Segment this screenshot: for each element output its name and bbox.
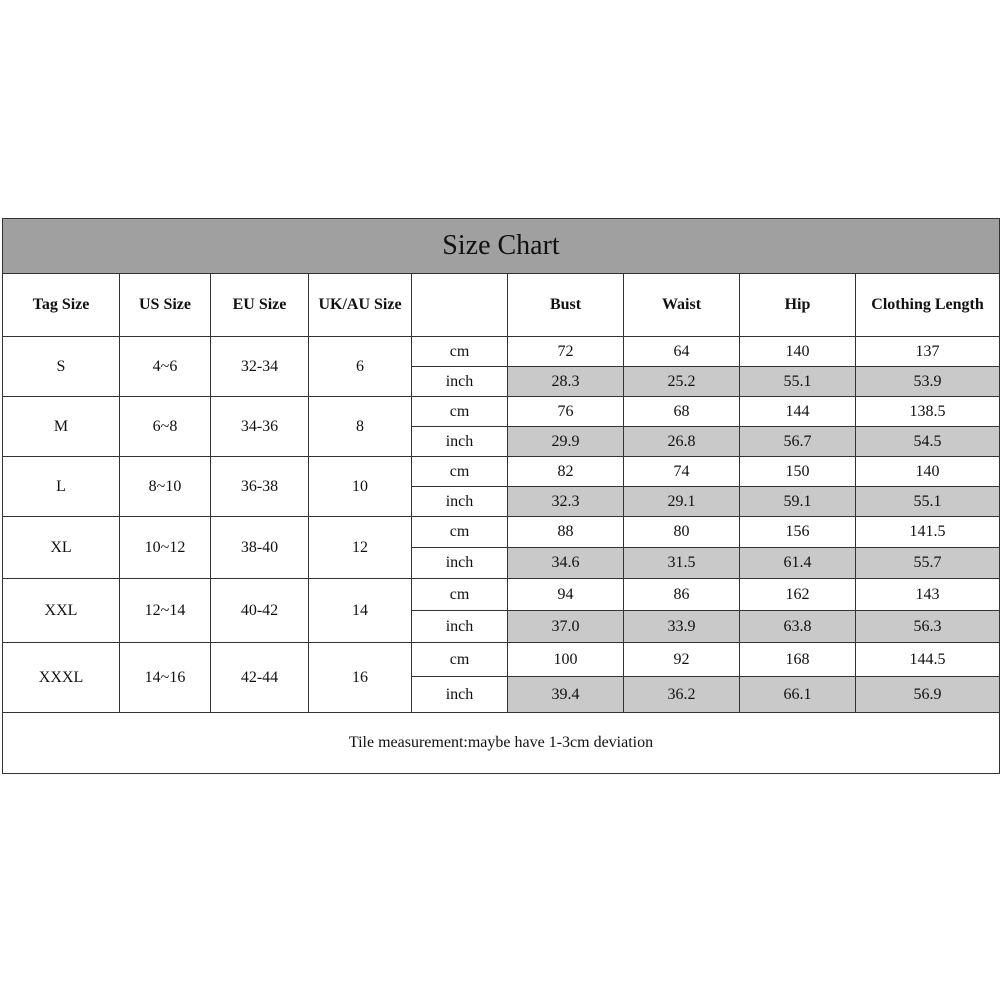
- waist-cell: 36.2: [624, 677, 740, 713]
- hip-cell: 63.8: [740, 611, 856, 643]
- length-cell: 55.1: [856, 487, 1000, 517]
- eu-size-cell: 32-34: [211, 337, 309, 397]
- note-row: [3, 713, 1000, 774]
- length-cell: 137: [856, 337, 1000, 367]
- table-row: [3, 457, 1000, 487]
- unit-cell: cm: [412, 337, 508, 367]
- column-header: Hip: [740, 274, 856, 337]
- tag-size-cell: XXXL: [3, 643, 120, 713]
- unit-cell: cm: [412, 517, 508, 548]
- unit-cell: cm: [412, 643, 508, 677]
- hip-cell: 140: [740, 337, 856, 367]
- ukau-size-cell: 6: [309, 337, 412, 397]
- eu-size-cell: 42-44: [211, 643, 309, 713]
- waist-cell: 31.5: [624, 548, 740, 579]
- measurement-note: Tile measurement:maybe have 1-3cm deviation: [3, 713, 1000, 774]
- bust-cell: 29.9: [508, 427, 624, 457]
- tag-size-cell: L: [3, 457, 120, 517]
- unit-cell: inch: [412, 487, 508, 517]
- us-size-cell: 14~16: [120, 643, 211, 713]
- tag-size-cell: S: [3, 337, 120, 397]
- length-cell: 55.7: [856, 548, 1000, 579]
- waist-cell: 92: [624, 643, 740, 677]
- column-header: Bust: [508, 274, 624, 337]
- tag-size-cell: XL: [3, 517, 120, 579]
- bust-cell: 37.0: [508, 611, 624, 643]
- waist-cell: 80: [624, 517, 740, 548]
- eu-size-cell: 36-38: [211, 457, 309, 517]
- column-header: US Size: [120, 274, 211, 337]
- unit-cell: inch: [412, 611, 508, 643]
- bust-cell: 72: [508, 337, 624, 367]
- hip-cell: 59.1: [740, 487, 856, 517]
- unit-cell: cm: [412, 579, 508, 611]
- hip-cell: 168: [740, 643, 856, 677]
- waist-cell: 86: [624, 579, 740, 611]
- us-size-cell: 8~10: [120, 457, 211, 517]
- eu-size-cell: 40-42: [211, 579, 309, 643]
- table-row: [3, 579, 1000, 611]
- length-cell: 141.5: [856, 517, 1000, 548]
- tag-size-cell: XXL: [3, 579, 120, 643]
- bust-cell: 76: [508, 397, 624, 427]
- waist-cell: 74: [624, 457, 740, 487]
- length-cell: 138.5: [856, 397, 1000, 427]
- unit-cell: inch: [412, 427, 508, 457]
- column-header: Tag Size: [3, 274, 120, 337]
- waist-cell: 26.8: [624, 427, 740, 457]
- ukau-size-cell: 12: [309, 517, 412, 579]
- table-row: [3, 517, 1000, 548]
- column-header: Clothing Length: [856, 274, 1000, 337]
- table-row: [3, 643, 1000, 677]
- hip-cell: 61.4: [740, 548, 856, 579]
- bust-cell: 34.6: [508, 548, 624, 579]
- column-header: UK/AU Size: [309, 274, 412, 337]
- size-chart-table: [2, 218, 1000, 774]
- eu-size-cell: 34-36: [211, 397, 309, 457]
- us-size-cell: 12~14: [120, 579, 211, 643]
- table-row: [3, 337, 1000, 367]
- length-cell: 54.5: [856, 427, 1000, 457]
- hip-cell: 150: [740, 457, 856, 487]
- hip-cell: 162: [740, 579, 856, 611]
- bust-cell: 88: [508, 517, 624, 548]
- table-title: Size Chart: [3, 219, 1000, 274]
- bust-cell: 100: [508, 643, 624, 677]
- column-header: [412, 274, 508, 337]
- column-header: EU Size: [211, 274, 309, 337]
- ukau-size-cell: 16: [309, 643, 412, 713]
- unit-cell: inch: [412, 548, 508, 579]
- waist-cell: 64: [624, 337, 740, 367]
- waist-cell: 33.9: [624, 611, 740, 643]
- bust-cell: 28.3: [508, 367, 624, 397]
- bust-cell: 82: [508, 457, 624, 487]
- ukau-size-cell: 10: [309, 457, 412, 517]
- column-header: Waist: [624, 274, 740, 337]
- ukau-size-cell: 14: [309, 579, 412, 643]
- unit-cell: inch: [412, 677, 508, 713]
- length-cell: 53.9: [856, 367, 1000, 397]
- length-cell: 140: [856, 457, 1000, 487]
- hip-cell: 55.1: [740, 367, 856, 397]
- waist-cell: 25.2: [624, 367, 740, 397]
- hip-cell: 66.1: [740, 677, 856, 713]
- length-cell: 56.9: [856, 677, 1000, 713]
- waist-cell: 68: [624, 397, 740, 427]
- us-size-cell: 10~12: [120, 517, 211, 579]
- header-row: [3, 274, 1000, 337]
- hip-cell: 156: [740, 517, 856, 548]
- length-cell: 143: [856, 579, 1000, 611]
- length-cell: 144.5: [856, 643, 1000, 677]
- bust-cell: 39.4: [508, 677, 624, 713]
- eu-size-cell: 38-40: [211, 517, 309, 579]
- unit-cell: inch: [412, 367, 508, 397]
- us-size-cell: 4~6: [120, 337, 211, 397]
- bust-cell: 32.3: [508, 487, 624, 517]
- bust-cell: 94: [508, 579, 624, 611]
- ukau-size-cell: 8: [309, 397, 412, 457]
- hip-cell: 144: [740, 397, 856, 427]
- length-cell: 56.3: [856, 611, 1000, 643]
- unit-cell: cm: [412, 457, 508, 487]
- hip-cell: 56.7: [740, 427, 856, 457]
- unit-cell: cm: [412, 397, 508, 427]
- table-row: [3, 397, 1000, 427]
- waist-cell: 29.1: [624, 487, 740, 517]
- us-size-cell: 6~8: [120, 397, 211, 457]
- tag-size-cell: M: [3, 397, 120, 457]
